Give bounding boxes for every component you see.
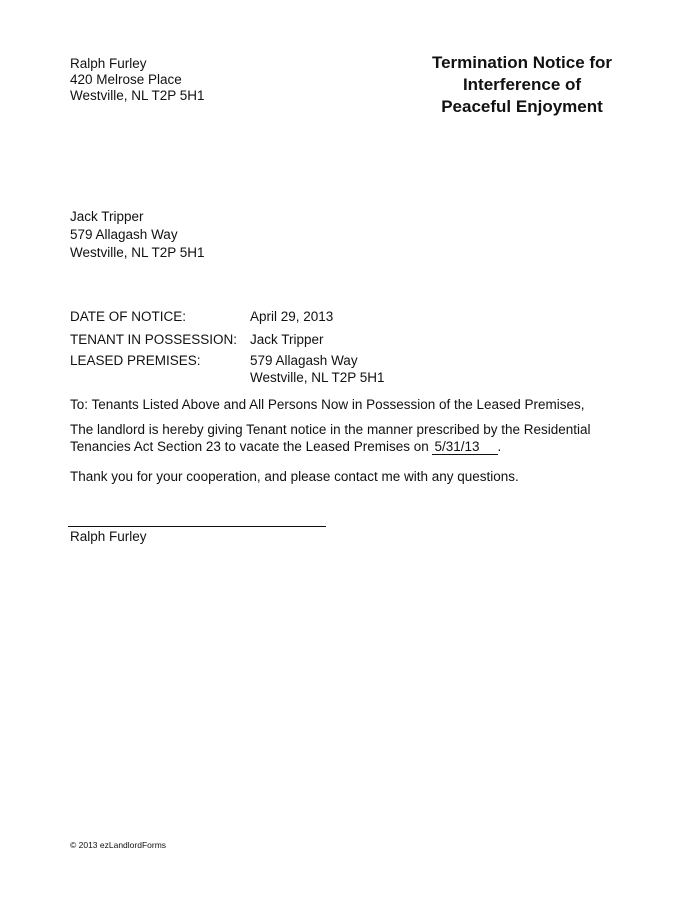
notice-line2-prefix: Tenancies Act Section 23 to vacate the Leased Premises on <box>70 439 433 454</box>
signature-name: Ralph Furley <box>70 529 147 544</box>
notice-paragraph <box>70 421 591 455</box>
date-of-notice-label: DATE OF NOTICE: <box>70 309 187 324</box>
copyright-footer: © 2013 ezLandlordForms <box>70 840 167 850</box>
leased-premises-label: LEASED PREMISES: <box>70 353 201 368</box>
notice-line2 <box>70 438 591 455</box>
document-title <box>402 52 642 118</box>
title-line1: Termination Notice for <box>431 53 613 72</box>
recipient-address-block <box>70 208 205 262</box>
sender-address-line1: 420 Melrose Place <box>70 72 182 87</box>
sender-address-block <box>70 56 205 104</box>
tenant-in-possession-label: TENANT IN POSSESSION: <box>70 332 238 347</box>
recipient-name: Jack Tripper <box>70 209 144 224</box>
date-of-notice-value: April 29, 2013 <box>250 309 334 324</box>
notice-line2-suffix: . <box>497 439 502 454</box>
sender-name: Ralph Furley <box>70 56 147 71</box>
thanks-line: Thank you for your cooperation, and please contact me with any questions. <box>70 469 519 484</box>
salutation-line: To: Tenants Listed Above and All Persons Now in Possession of the Leased Premises, <box>70 397 585 412</box>
signature-line <box>68 526 326 527</box>
notice-line1: The landlord is hereby giving Tenant notice in the manner prescribed by the Residential <box>70 422 591 437</box>
recipient-address-line1: 579 Allagash Way <box>70 227 178 242</box>
leased-premises-value <box>250 352 385 386</box>
vacate-date-field: 5/31/13 <box>432 440 497 455</box>
leased-premises-line2: Westville, NL T2P 5H1 <box>250 370 385 385</box>
recipient-address-line2: Westville, NL T2P 5H1 <box>70 245 205 260</box>
title-line3: Peaceful Enjoyment <box>441 97 603 116</box>
leased-premises-line1: 579 Allagash Way <box>250 353 358 368</box>
tenant-in-possession-value: Jack Tripper <box>250 332 324 347</box>
title-line2: Interference of <box>462 75 582 94</box>
sender-address-line2: Westville, NL T2P 5H1 <box>70 88 205 103</box>
